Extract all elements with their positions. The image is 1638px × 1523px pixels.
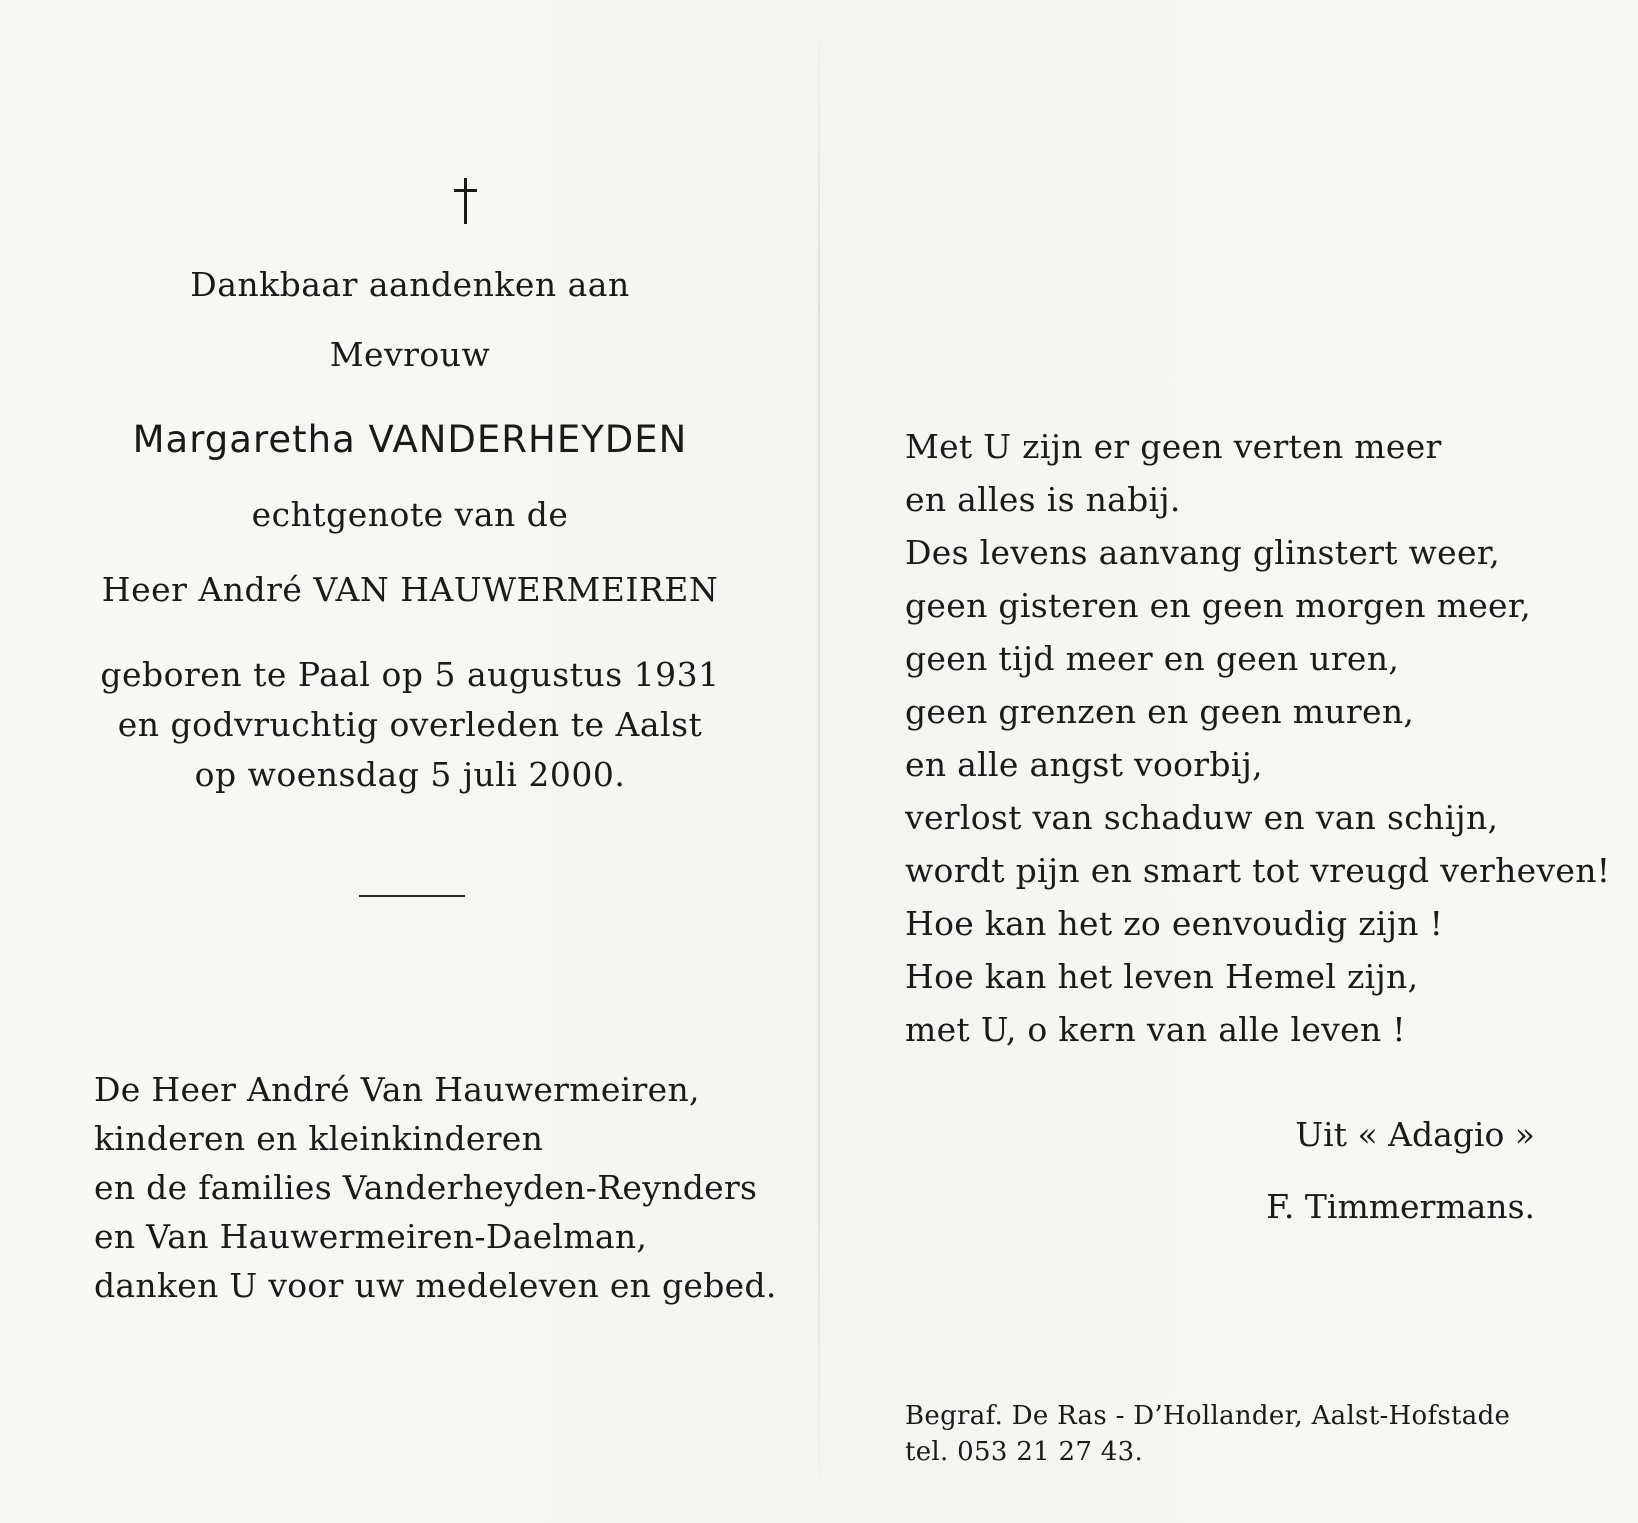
honorific: Mevrouw (329, 335, 491, 374)
poem-line: met U, o kern van alle leven ! (905, 1010, 1406, 1049)
thanks-line: danken U voor uw medeleven en gebed. (94, 1266, 777, 1305)
family-thanks (94, 1065, 794, 1310)
thanks-line: kinderen en kleinkinderen (94, 1119, 544, 1158)
poem-line: en alle angst voorbij, (905, 745, 1263, 784)
birth-line: geboren te Paal op 5 augustus 1931 (100, 655, 720, 694)
poem (905, 420, 1611, 1056)
relation-text: echtgenote van de (251, 495, 569, 534)
divider-rule (359, 895, 465, 897)
deceased-name: Margaretha VANDERHEYDEN (132, 418, 688, 461)
thanks-line: en de families Vanderheyden-Reynders (94, 1168, 758, 1207)
poem-source: Uit « Adagio » (1295, 1115, 1535, 1154)
cross-icon (452, 178, 480, 224)
poem-line: geen tijd meer en geen uren, (905, 639, 1400, 678)
dedication-heading: Dankbaar aandenken aan (190, 265, 630, 304)
spouse-name: Heer André VAN HAUWERMEIREN (101, 570, 719, 609)
death-place-line: en godvruchtig overleden te Aalst (117, 705, 703, 744)
poem-line: geen gisteren en geen morgen meer, (905, 586, 1532, 625)
poem-line: en alles is nabij. (905, 480, 1181, 519)
funeral-home-imprint (905, 1398, 1585, 1470)
funeral-home-phone: tel. 053 21 27 43. (905, 1437, 1144, 1467)
poem-line: Des levens aanvang glinstert weer, (905, 533, 1501, 572)
thanks-line: De Heer André Van Hauwermeiren, (94, 1070, 700, 1109)
poem-line: Hoe kan het leven Hemel zijn, (905, 957, 1419, 996)
card-fold-line (818, 0, 820, 1523)
poem-line: geen grenzen en geen muren, (905, 692, 1415, 731)
thanks-line: en Van Hauwermeiren-Daelman, (94, 1217, 648, 1256)
poem-line: Met U zijn er geen verten meer (905, 427, 1442, 466)
poem-author: F. Timmermans. (1266, 1187, 1535, 1226)
life-dates (60, 650, 760, 800)
poem-line: Hoe kan het zo eenvoudig zijn ! (905, 904, 1444, 943)
poem-line: wordt pijn en smart tot vreugd verheven! (905, 851, 1611, 890)
death-date-line: op woensdag 5 juli 2000. (194, 755, 626, 794)
right-panel (905, 0, 1611, 1523)
left-panel (60, 0, 777, 1523)
funeral-home-name: Begraf. De Ras - D’Hollander, Aalst-Hofstade (905, 1401, 1511, 1431)
poem-line: verlost van schaduw en van schijn, (905, 798, 1499, 837)
